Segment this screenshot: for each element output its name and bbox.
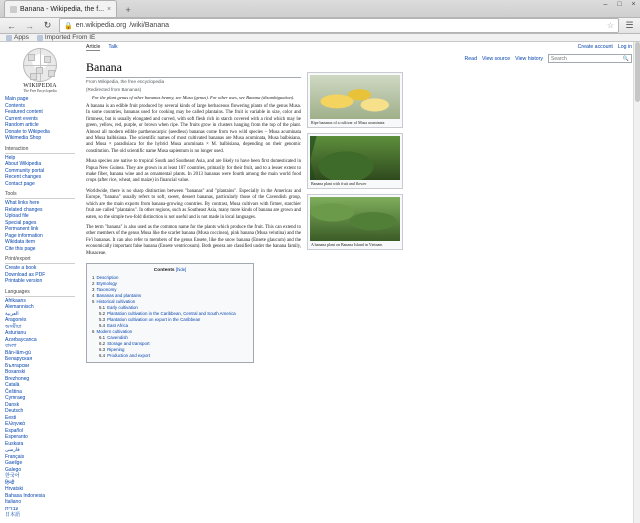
paragraph: Musa species are native to tropical South and Southeast Asia, and are likely to have been first domesticated in Papua New Guinea. They are grown in at least 107 countries, primarily for their fruit, and to a lesser extent to make fiber, banana wine and as ornamental plants. In 2013 bananas were fourth among the main world food crops (after rice, wheat, and maize) in financial value. xyxy=(86,159,301,184)
language-item[interactable]: हिन्दी xyxy=(5,479,15,486)
forward-icon[interactable]: → xyxy=(25,20,34,31)
action-view-source[interactable]: View source xyxy=(481,55,511,62)
back-icon[interactable]: ← xyxy=(7,20,16,31)
page-scrollbar[interactable] xyxy=(633,42,640,523)
lock-icon: 🔒 xyxy=(64,22,73,30)
minimize-icon[interactable]: – xyxy=(603,1,608,8)
language-item[interactable]: עברית xyxy=(5,505,19,512)
sidebar-item-random-article[interactable]: Random article xyxy=(5,122,39,128)
toc-label: Ripening xyxy=(107,346,125,352)
bananas-image xyxy=(310,75,400,119)
address-host: en.wikipedia.org xyxy=(75,22,127,29)
language-item[interactable]: Esperanto xyxy=(5,434,28,440)
sidebar-item-cite-this-page[interactable]: Cite this page xyxy=(5,245,36,252)
sidebar-item-permanent-link[interactable]: Permanent link xyxy=(5,226,39,232)
language-item[interactable]: Беларуская xyxy=(5,356,33,362)
paragraph: A banana is an edible fruit produced by several kinds of large herbaceous flowering plants of the genus Musa. In some countries, bananas used for cooking may be called plantains. The fruit is variable in size, color and firmness, but is usually elongated and curved, with soft flesh rich in starch covered with a rind which may be green, yellow, red, purple, or brown when ripe. The fruits grow in clusters hanging from the top of the plant. Almost all modern edible parthenocarpic (seedless) bananas come from two wild species – Musa acuminata and Musa balbisiana. The scientific names of most cultivated bananas are Musa acuminata, Musa balbisiana, and Musa × paradisiaca for the hybrid Musa acuminata × M. balbisiana, depending on their genomic constitution. The old scientific name Musa sapientum is no longer used. xyxy=(86,104,301,154)
bookmark-imported-from-ie[interactable] xyxy=(37,34,96,41)
toc-heading-label: Contents xyxy=(153,267,175,273)
close-icon[interactable]: × xyxy=(107,5,112,13)
paragraph: The term "banana" is also used as the common name for the plants which produce the fruit. This can extend to other members of the genus Musa like the scarlet banana (Musa coccinea), pink banana (Musa velutina) and the Fe'i bananas. It can also refer to members of the genus Ensete, like the snow banana (Ensete glaucum) and the economically important false banana (Ensete ventricosum). Both genera are classified under the banana family, Musaceae. xyxy=(86,224,301,256)
language-item[interactable]: Bân-lâm-gú xyxy=(5,349,31,356)
sidebar-item-what-links-here[interactable]: What links here xyxy=(5,200,40,206)
tab-talk[interactable]: Talk xyxy=(108,44,118,50)
language-item[interactable]: فارسی xyxy=(5,447,20,453)
language-item[interactable]: Aragonés xyxy=(5,317,27,323)
search-icon[interactable]: 🔍 xyxy=(622,55,629,62)
sidebar-item-create-book[interactable]: Create a book xyxy=(5,265,37,271)
sidebar-group-interaction xyxy=(5,146,75,188)
language-item[interactable]: العربية xyxy=(5,310,19,317)
language-item[interactable]: Français xyxy=(5,453,25,460)
language-item[interactable]: Български xyxy=(5,362,30,369)
toc-number: 3 xyxy=(92,286,95,292)
toc-number: 5 xyxy=(92,298,95,304)
paragraph: Worldwide, there is no sharp distinction between "bananas" and "plantains". Especially in the Americas and Europe, "banana" usually refers to soft, sweet, dessert bananas, particularly those of the Cavendish group, which are the main exports from banana-growing countries. By contrast, Musa cultivars with firmer, starchier fruit are called "plantains". In other regions, such as Southeast Asia, many more kinds of banana are grown and eaten, so the simple two-fold distinction is not useful and is not made in local languages. xyxy=(86,188,301,220)
toc-number: 6.3 xyxy=(99,346,106,352)
bookmark-label: Apps xyxy=(14,34,29,41)
figure-banana-field[interactable] xyxy=(307,194,403,250)
sidebar-item-upload-file[interactable]: Upload file xyxy=(5,213,29,219)
language-item[interactable]: Ελληνικά xyxy=(5,421,26,427)
toc-label: Cavendish xyxy=(107,334,128,340)
tab-favicon-icon xyxy=(10,6,17,13)
bookmark-label: Imported From IE xyxy=(44,34,96,41)
menu-icon[interactable]: ☰ xyxy=(625,20,634,30)
toc-label: East Africa xyxy=(107,322,129,328)
toc-label: Plantation cultivation in the Caribbean, Central and South America xyxy=(107,310,236,316)
language-item[interactable]: Deutsch xyxy=(5,408,24,414)
toc-label: Historical cultivation xyxy=(96,298,136,304)
sidebar-item-special-pages[interactable]: Special pages xyxy=(5,219,37,226)
tab-title: Banana - Wikipedia, the f... xyxy=(20,5,105,13)
toc-number: 6 xyxy=(92,328,95,334)
language-item[interactable]: Asturianu xyxy=(5,330,27,336)
figure-banana-plant[interactable] xyxy=(307,133,403,189)
tab-strip xyxy=(0,0,640,18)
toc-list xyxy=(92,275,248,359)
sidebar-item-contact[interactable]: Contact page xyxy=(5,180,35,187)
sidebar-item-featured-content[interactable]: Featured content xyxy=(5,109,43,115)
bookmark-apps[interactable] xyxy=(6,34,29,41)
toc-number: 2 xyxy=(92,280,95,286)
wikipedia-wordmark xyxy=(16,83,64,94)
scrollbar-thumb[interactable] xyxy=(635,42,640,102)
toc-item[interactable] xyxy=(92,353,248,359)
sidebar-item-recent-changes[interactable]: Recent changes xyxy=(5,174,42,180)
language-item[interactable]: Dansk xyxy=(5,401,20,408)
sidebar-item-page-information[interactable]: Page information xyxy=(5,232,43,239)
bookmark-star-icon[interactable]: ☆ xyxy=(606,21,614,30)
hatnote: For the plant genus of other bananas beamy, see Musa (genus). For other uses, see Banana (disambiguation). xyxy=(92,95,295,100)
toc-label: Production and export xyxy=(107,352,151,358)
wiki-sidebar xyxy=(0,42,78,523)
bookmarks-bar xyxy=(0,34,640,42)
address-bar[interactable] xyxy=(59,18,619,33)
toc-label: Description xyxy=(96,274,119,280)
tab-article[interactable]: Article xyxy=(86,44,101,50)
language-item[interactable]: Cymraeg xyxy=(5,395,26,401)
language-item[interactable]: Bosanski xyxy=(5,369,26,375)
reload-icon[interactable]: ↻ xyxy=(43,20,52,30)
language-item[interactable]: Eesti xyxy=(5,414,17,421)
new-tab-button[interactable]: + xyxy=(125,5,131,15)
sidebar-item-about[interactable]: About Wikipedia xyxy=(5,161,42,167)
sidebar-group-languages xyxy=(5,289,75,519)
sidebar-item-donate[interactable]: Donate to Wikipedia xyxy=(5,128,50,135)
toc-heading xyxy=(92,267,248,273)
language-item[interactable]: Alemannisch xyxy=(5,304,34,310)
banana-plant-image xyxy=(310,136,400,180)
wikipedia-logo[interactable] xyxy=(16,48,64,92)
toc-label: Bananas and plantains xyxy=(96,292,142,298)
figure-bananas[interactable] xyxy=(307,72,403,128)
browser-toolbar xyxy=(0,18,640,34)
toc-number: 4 xyxy=(92,292,95,298)
language-item[interactable]: Italiano xyxy=(5,499,22,505)
folder-icon xyxy=(37,35,43,41)
language-item[interactable]: বাংলা xyxy=(5,343,17,349)
language-item[interactable]: Español xyxy=(5,427,24,434)
create-account-link[interactable]: Create account xyxy=(577,44,613,50)
sidebar-item-printable-version[interactable]: Printable version xyxy=(5,278,43,284)
page-viewport xyxy=(0,42,640,523)
wordmark-subtitle: The Free Encyclopedia xyxy=(23,88,57,93)
language-item[interactable]: Brezhoneg xyxy=(5,375,30,382)
toc-label: Early cultivation xyxy=(107,304,138,310)
article-main-column xyxy=(86,56,301,363)
toc-number: 1 xyxy=(92,274,95,280)
action-view-history[interactable]: View history xyxy=(515,55,543,62)
window-close-icon[interactable]: × xyxy=(631,1,636,8)
sidebar-item-wikidata-item[interactable]: Wikidata item xyxy=(5,239,36,245)
toc-number: 5.3 xyxy=(99,316,106,322)
toc-number: 6.4 xyxy=(99,352,106,358)
article-actions xyxy=(465,54,632,63)
toc-toggle[interactable]: [hide] xyxy=(175,266,187,272)
language-item[interactable]: Català xyxy=(5,382,20,388)
toc-label: Plantation cultivation on export in the Caribbean xyxy=(107,316,201,322)
maximize-icon[interactable]: □ xyxy=(617,1,622,8)
language-item[interactable]: 한국어 xyxy=(5,473,20,479)
apps-icon xyxy=(6,35,12,41)
figure-caption: Banana plant with fruit and flower xyxy=(311,181,367,186)
language-item[interactable]: অসমীয়া xyxy=(5,323,22,330)
language-item[interactable]: 日本語 xyxy=(5,512,21,518)
search-placeholder: Search xyxy=(551,55,567,62)
sidebar-heading-tools: Tools xyxy=(5,191,75,199)
wordmark-text: WIKIPEDIA xyxy=(23,83,57,89)
banana-field-image xyxy=(310,197,400,241)
toc-number: 5.2 xyxy=(99,310,106,316)
article-content xyxy=(78,42,640,523)
sidebar-group-tools xyxy=(5,191,75,252)
sidebar-heading-print-export: Print/export xyxy=(5,256,75,264)
toc-label: Etymology xyxy=(96,280,117,286)
article-body xyxy=(86,56,630,363)
toc-number: 5.1 xyxy=(99,304,106,310)
page-title: Banana xyxy=(86,60,301,78)
toc-number: 6.2 xyxy=(99,340,106,346)
article-subtitle: From Wikipedia, the free encyclopedia xyxy=(86,79,165,84)
action-read[interactable]: Read xyxy=(464,55,477,62)
sidebar-item-current-events[interactable]: Current events xyxy=(5,115,38,122)
language-item[interactable]: Čeština xyxy=(5,388,22,395)
sidebar-item-main-page[interactable]: Main page xyxy=(5,96,29,102)
toc-label: Storage and transport xyxy=(107,340,150,346)
table-of-contents xyxy=(86,263,254,363)
language-item[interactable]: Euskara xyxy=(5,440,24,447)
sidebar-heading-interaction: Interaction xyxy=(5,146,75,154)
sidebar-item-community-portal[interactable]: Community portal xyxy=(5,167,45,174)
toc-label: Taxonomy xyxy=(96,286,117,292)
figure-caption: Ripe bananas of a cultivar of Musa acuminata xyxy=(311,120,385,125)
toc-number: 6.1 xyxy=(99,334,106,340)
sidebar-group-navigation xyxy=(5,96,75,142)
article-figure-column xyxy=(307,56,403,363)
sidebar-item-help[interactable]: Help xyxy=(5,154,16,161)
log-in-link[interactable]: Log in xyxy=(617,44,632,50)
sidebar-item-contents[interactable]: Contents xyxy=(5,102,26,109)
language-item[interactable]: Galego xyxy=(5,466,22,473)
address-path: /wiki/Banana xyxy=(129,22,170,29)
tab-banana[interactable] xyxy=(4,0,117,17)
sidebar-item-related-changes[interactable]: Related changes xyxy=(5,206,43,213)
globe-icon xyxy=(23,48,57,82)
window-controls xyxy=(601,1,638,8)
search-input[interactable] xyxy=(548,54,632,63)
language-item[interactable]: Hrvatski xyxy=(5,486,24,492)
toc-number: 5.4 xyxy=(99,322,106,328)
language-item[interactable]: Gaeilge xyxy=(5,460,23,466)
redirect-note: (Redirected from Bananas) xyxy=(86,87,142,92)
sidebar-item-download-pdf[interactable]: Download as PDF xyxy=(5,271,46,278)
sidebar-heading-languages: Languages xyxy=(5,289,75,297)
sidebar-group-print-export xyxy=(5,256,75,285)
language-item[interactable]: Afrikaans xyxy=(5,297,26,304)
article-tab-bar xyxy=(86,44,118,51)
language-item[interactable]: Azərbaycanca xyxy=(5,336,37,343)
sidebar-item-shop[interactable]: Wikimedia Shop xyxy=(5,135,42,141)
language-item[interactable]: Bahasa Indonesia xyxy=(5,492,46,499)
toc-label: Modern cultivation xyxy=(96,328,133,334)
figure-caption: A banana plant on Banana Island in Vietnam xyxy=(311,242,383,247)
